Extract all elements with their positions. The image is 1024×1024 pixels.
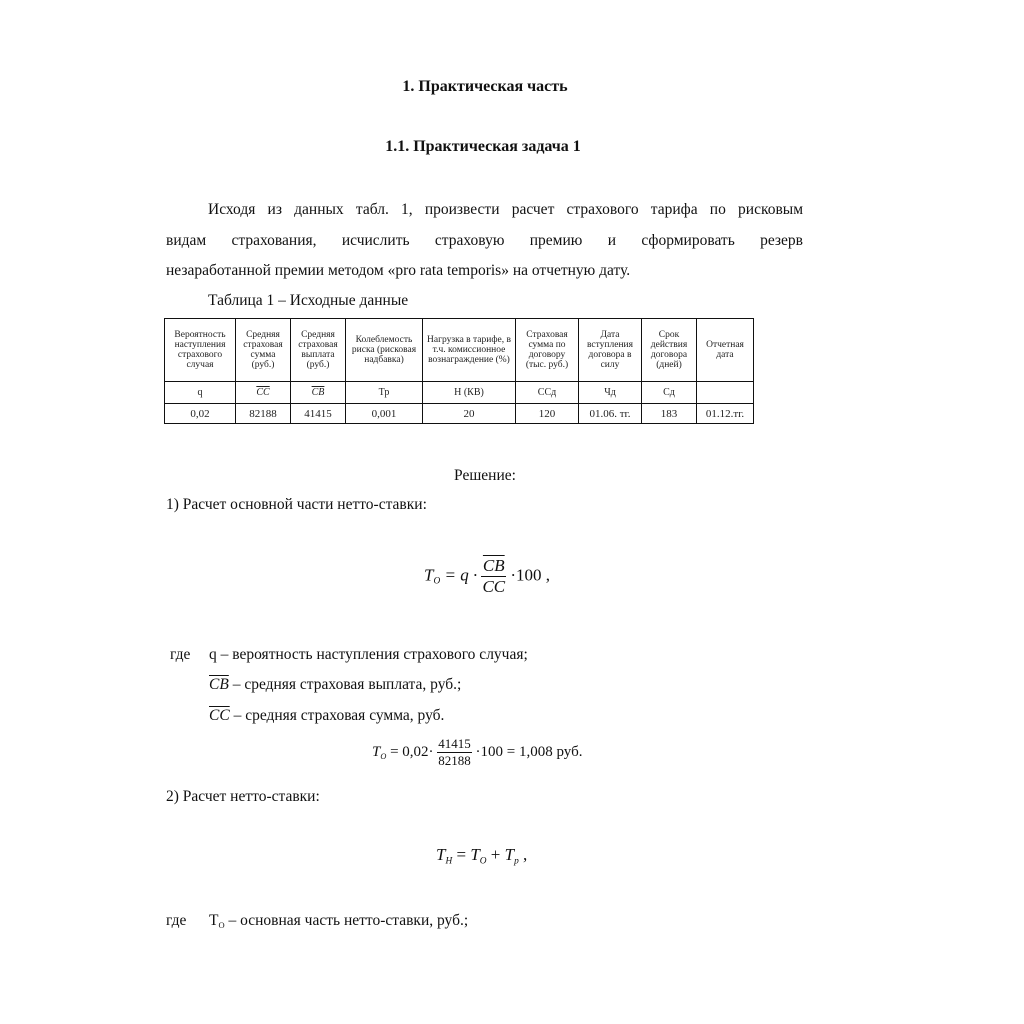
where-cb: [209, 670, 461, 700]
symbol-cell: q: [165, 382, 236, 404]
where2-description: – основная часть нетто-ставки, руб.;: [224, 912, 469, 929]
header-cell: Дата вступления договора в силу: [579, 319, 642, 382]
formula3-plus: +: [486, 845, 505, 864]
header-cell: Средняя страховая сумма (руб.): [236, 319, 291, 382]
where2-symbol-sub: О: [218, 919, 225, 930]
value-cell: 82188: [236, 404, 291, 424]
where-label: где: [170, 646, 191, 663]
section-heading: 1. Практическая часть: [402, 78, 568, 95]
subsection-heading: 1.1. Практическая задача 1: [385, 138, 581, 155]
table-symbol-row: [165, 382, 754, 404]
formula3-sub-base: O: [479, 856, 487, 867]
formula-tail: ·100 ,: [510, 565, 551, 585]
formula3-tail: ,: [518, 845, 528, 864]
table-value-row: [165, 404, 754, 424]
value-cell: 01.06. тг.: [579, 404, 642, 424]
formula2-lhs: T: [372, 743, 381, 760]
where2-symbol: Т: [209, 912, 219, 929]
formula-lhs: T: [424, 565, 434, 585]
symbol-cell: $\overline{CC}$: [236, 382, 291, 404]
formula2-lhs-sub: O: [380, 751, 387, 761]
symbol-cell: [697, 382, 754, 404]
formula2-tail: ·100 = 1,008 руб.: [475, 743, 583, 760]
cb-symbol: $\overline{CB}$: [209, 676, 229, 693]
formula2-fraction: [437, 736, 472, 769]
symbol-cell: Сд: [642, 382, 697, 404]
formula-numerator: $\overline{CB}$: [482, 556, 505, 575]
formula3-sub-net: Н: [445, 856, 453, 867]
cc-symbol: $\overline{CC}$: [209, 707, 230, 724]
table-header-row: [165, 319, 754, 382]
where2-label: где: [166, 912, 187, 929]
formula3-eq: =: [452, 845, 471, 864]
value-cell: 20: [423, 404, 516, 424]
task-line-3: незаработанной премии методом «pro rata temporis» на отчетную дату.: [166, 262, 631, 279]
symbol-cell: ССд: [516, 382, 579, 404]
table-caption: Таблица 1 – Исходные данные: [208, 292, 409, 309]
formula3-sub-risk: р: [514, 856, 519, 867]
header-cell: Средняя страховая выплата (руб.): [291, 319, 346, 382]
header-cell: Срок действия договора (дней): [642, 319, 697, 382]
formula2-denominator: 82188: [438, 753, 471, 768]
solution-title: Решение:: [454, 467, 516, 484]
symbol-cell: Тр: [346, 382, 423, 404]
formula-calculation: [372, 736, 582, 769]
formula2-eq: = 0,02·: [390, 743, 434, 760]
value-cell: 41415: [291, 404, 346, 424]
formula3-t-base: T: [470, 845, 480, 864]
header-cell: Страховая сумма по договору (тыс. руб.): [516, 319, 579, 382]
task-line-1: Исходя из данных табл. 1, произвести расчет страхового тарифа по рисковым: [208, 201, 803, 218]
formula-lhs-sub: O: [433, 576, 441, 587]
header-cell: Колеблемость риска (рисковая надбавка): [346, 319, 423, 382]
value-cell: 183: [642, 404, 697, 424]
formula-base-net-rate: [424, 556, 550, 597]
step-1-text: 1) Расчет основной части нетто-ставки:: [166, 496, 427, 513]
cc-description: – средняя страховая сумма, руб.: [229, 707, 445, 724]
step-2-text: 2) Расчет нетто-ставки:: [166, 788, 320, 805]
formula-eq: = q ·: [444, 565, 478, 585]
header-cell: Нагрузка в тарифе, в т.ч. комиссионное вознаграждение (%): [423, 319, 516, 382]
formula3-t-net: T: [436, 845, 446, 864]
value-cell: 0,02: [165, 404, 236, 424]
formula3-t-risk: T: [504, 845, 515, 864]
cb-description: – средняя страховая выплата, руб.;: [228, 676, 462, 693]
symbol-cell: Н (КВ): [423, 382, 516, 404]
where2-definition: [209, 906, 468, 940]
formula-denominator: CC: [482, 577, 506, 596]
formula-fraction: [481, 556, 506, 597]
where-q: q – вероятность наступления страхового случая;: [209, 646, 528, 663]
value-cell: 120: [516, 404, 579, 424]
task-line-2: видам страхования, исчислить страховую премию и сформировать резерв: [166, 232, 803, 249]
formula2-numerator: 41415: [438, 736, 471, 751]
symbol-cell: Чд: [579, 382, 642, 404]
where-cc: [209, 701, 444, 731]
value-cell: 0,001: [346, 404, 423, 424]
symbol-cell: $\overline{CB}$: [291, 382, 346, 404]
header-cell: Вероятность наступления страхового случая: [165, 319, 236, 382]
value-cell: 01.12.тг.: [697, 404, 754, 424]
formula-net-rate: [436, 845, 527, 866]
header-cell: Отчетная дата: [697, 319, 754, 382]
source-data-table: [164, 318, 754, 424]
